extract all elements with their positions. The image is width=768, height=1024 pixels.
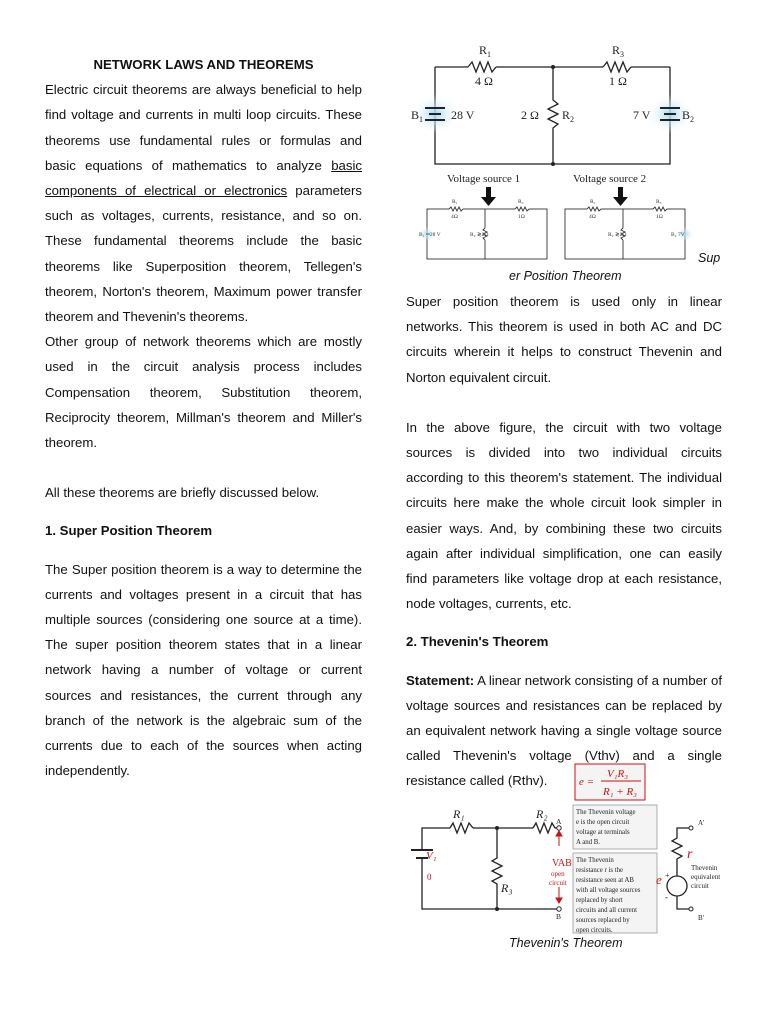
superposition-paragraph-2: Super position theorem is used only in linear networks. This theorem is used in both AC and DC circuits wherein it helps to construct Thevenin and Norton equivalent circuit. — [406, 294, 722, 385]
voltage-source-2-label: Voltage source 2 — [573, 173, 647, 185]
vab-label: VAB — [552, 858, 572, 869]
note1-line: voltage at terminals — [576, 829, 630, 836]
b2-label: B — [682, 108, 691, 122]
th-e-label: e — [656, 872, 662, 887]
th-r1-label: R₁ — [453, 807, 465, 821]
small2-r1-label: R₁ — [590, 199, 596, 205]
note2-line: replaced by short — [576, 897, 623, 904]
spacer — [406, 616, 722, 629]
r1-label: R — [479, 43, 488, 57]
formula-e: e = — [579, 776, 595, 788]
note2-line: circuits and all current — [576, 907, 637, 914]
basic-components-link[interactable]: basic components of electrical or electronics — [45, 157, 362, 199]
thevenin-circuit-figure — [395, 762, 730, 938]
small-r1-label: R₁ — [452, 199, 458, 205]
open-label-1: open — [551, 870, 565, 878]
note1-line: A and B. — [576, 839, 600, 846]
small2-r1-value: 4Ω — [589, 214, 596, 220]
note1-line: The Thevenin voltage — [576, 809, 636, 816]
th-r2-label: R₂ — [536, 807, 548, 821]
superposition-caption-a: Sup — [698, 251, 721, 265]
intro-paragraph-1 — [45, 77, 362, 329]
page-title: NETWORK LAWS AND THEOREMS — [93, 57, 314, 72]
small-r3-label: R₃ — [518, 199, 524, 205]
right-column — [406, 289, 722, 794]
formula-denominator: R₁ + R₃ — [603, 786, 638, 798]
small-r2-label: R₂ ≷2Ω — [470, 232, 489, 238]
statement-label: Statement: — [406, 672, 475, 688]
b1-sub: 1 — [419, 115, 423, 124]
small2-b2-label: B₂ 7V — [671, 232, 685, 238]
equivalent-label-1: Thevenin — [691, 864, 718, 872]
small-r1-value: 4Ω — [451, 214, 458, 220]
note2-line: resistance r is the — [576, 867, 623, 874]
terminal-a-prime: A' — [698, 819, 705, 827]
note2-line: with all voltage sources — [576, 887, 641, 894]
left-column — [45, 52, 362, 783]
th-v1-label: V₁ — [426, 850, 437, 862]
intro-paragraph-2: Other group of network theorems which are mostly used in the circuit analysis process includes Compensation theorem, Substitution theorem, Reciprocity theorem, Millman's theorem and Miller's theorem. — [45, 334, 362, 451]
r1-value: 4 Ω — [475, 74, 493, 88]
terminal-b-label: B — [556, 912, 562, 921]
spacer — [45, 505, 362, 518]
superposition-heading: 1. Super Position Theorem — [45, 523, 213, 539]
plus-label: + — [665, 871, 670, 880]
down-arrow-icon — [481, 187, 628, 206]
intro-text-b: parameters such as voltages, currents, resistance, and so on. These fundamental theorems include the basic theorems like Superposition theorem, Tellegen's theorem, Norton's theorem, Maximum power transfer theorem and Thevenin's theorems. — [45, 183, 362, 325]
formula-numerator: V₁R₃ — [607, 768, 629, 780]
spacer — [45, 544, 362, 557]
b2-value: 7 V — [633, 108, 651, 122]
intro-paragraph-3: All these theorems are briefly discussed below. — [45, 485, 320, 501]
small-b1-label: B₁ ═28 V — [419, 232, 441, 238]
small2-r3-label: R₃ — [656, 199, 662, 205]
note1-line: e is the open circuit — [576, 819, 630, 826]
note2-line: The Thevenin — [576, 857, 614, 864]
superposition-caption-b: er Position Theorem — [509, 269, 622, 283]
spacer — [406, 390, 722, 415]
small-r3-value: 1Ω — [518, 214, 525, 220]
superposition-paragraph-3: In the above figure, the circuit with two voltage sources is divided into two individual circuits according to this theorem's statement. The individual circuits here make the whole circuit look simpler in easier ways. And, by combining these two circuits again after individual simplification, one can easily find parameters like voltage drop at each resistance, node voltages, currents, etc. — [406, 419, 722, 612]
open-label-2: circuit — [549, 879, 567, 887]
small2-r2-label: R₂ ≷2Ω — [608, 232, 627, 238]
minus-label: - — [665, 892, 668, 902]
statement-text: A linear network consisting of a number of voltage sources and resistances can be replaced by an equivalent network having a single voltage source called Thevenin's voltage (Vthv) and a single resistance called (Rthv). — [406, 672, 722, 789]
terminal-a-label: A — [556, 817, 562, 826]
r3-sub: 3 — [620, 50, 624, 59]
r2-value: 2 Ω — [521, 108, 539, 122]
note2-line: resistance seen at AB — [576, 877, 634, 884]
spacer — [406, 655, 722, 668]
equivalent-label-3: circuit — [691, 882, 709, 890]
th-zero-label: 0 — [427, 872, 432, 882]
th-r-label: r — [687, 847, 693, 862]
b2-sub: 2 — [690, 115, 694, 124]
note2-line: sources replaced by — [576, 917, 630, 924]
r3-label: R — [612, 43, 621, 57]
r2-sub: 2 — [570, 115, 574, 124]
th-r3-label: R₃ — [501, 881, 513, 895]
spacer — [45, 455, 362, 480]
thevenin-caption: Thevenin's Theorem — [509, 936, 623, 950]
note2-line: open circuits. — [576, 927, 613, 934]
superposition-circuit-figure — [405, 42, 725, 272]
superposition-paragraph-1: The Super position theorem is a way to determine the currents and voltages present in a circuit that has multiple sources (considering one source at a time). The super position theorem states that in a linear network having a number of voltage or current sources and resistances, the current through any branch of the network is the algebraic sum of the currents due to each of the sources when acting independently. — [45, 561, 362, 779]
equivalent-label-2: equivalent — [691, 873, 721, 881]
thevenin-heading: 2. Thevenin's Theorem — [406, 634, 549, 650]
r1-sub: 1 — [487, 50, 491, 59]
b1-value: 28 V — [451, 108, 475, 122]
b1-label: B — [411, 108, 420, 122]
intro-text-a: Electric circuit theorems are always beneficial to help find voltage and currents in multi loop circuits. These theorems use fundamental rules or formulas and basic equations of mathematics to analyze — [45, 82, 362, 173]
small2-r3-value: 1Ω — [656, 214, 663, 220]
terminal-b-prime: B' — [698, 914, 704, 922]
voltage-source-1-label: Voltage source 1 — [447, 173, 521, 185]
r3-value: 1 Ω — [609, 74, 627, 88]
r2-label: R — [562, 108, 571, 122]
